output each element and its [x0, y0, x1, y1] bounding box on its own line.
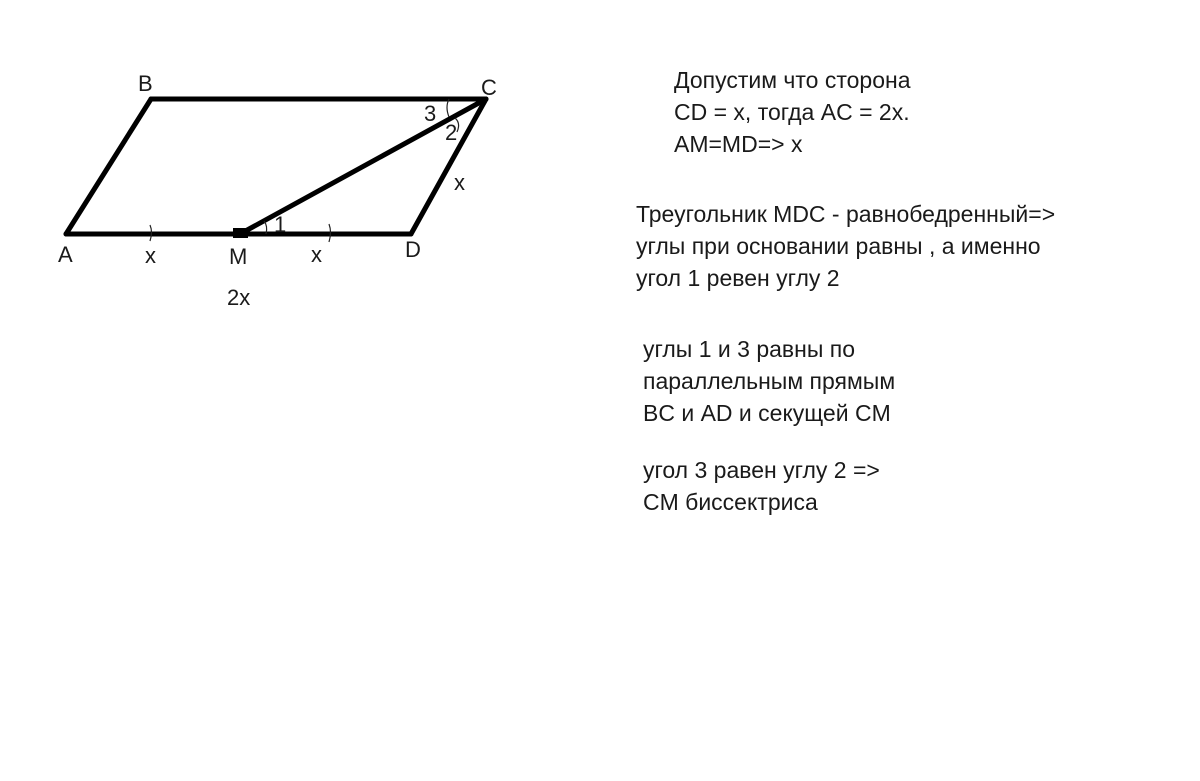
- point-m-marker: [233, 228, 248, 238]
- note-line: угол 3 равен углу 2 =>: [643, 457, 880, 483]
- note-line: BC и AD и секущей CM: [643, 400, 891, 426]
- note-line: углы 1 и 3 равны по: [643, 336, 855, 362]
- note-line: CD = x, тогда AC = 2x.: [674, 99, 910, 125]
- note-line: параллельным прямым: [643, 368, 896, 394]
- note-conclusion: [643, 454, 880, 518]
- note-line: угол 1 ревен углу 2: [636, 265, 840, 291]
- segment-label-cd: x: [454, 170, 465, 195]
- side-ab: [66, 99, 151, 234]
- note-line: CM биссектриса: [643, 489, 818, 515]
- note-line: Допустим что сторона: [674, 67, 911, 93]
- angle-label-1: 1: [274, 212, 287, 237]
- vertex-label-c: C: [481, 75, 497, 100]
- note-line: углы при основании равны , а именно: [636, 233, 1041, 259]
- vertex-label-a: A: [58, 242, 73, 267]
- segment-label-md: x: [311, 242, 322, 267]
- note-line: AM=MD=> x: [674, 131, 803, 157]
- angle-label-2: 2: [445, 120, 458, 145]
- note-given: [674, 64, 911, 160]
- note-isosceles-triangle: [636, 198, 1055, 294]
- vertex-label-b: B: [138, 71, 153, 96]
- vertex-label-m: M: [229, 244, 248, 269]
- angle-arc-3: [447, 99, 449, 117]
- note-parallel-lines: [643, 333, 895, 429]
- angle-label-3: 3: [424, 101, 437, 126]
- vertex-label-d: D: [405, 237, 421, 262]
- note-line: Треугольник MDC - равнобедренный=>: [636, 201, 1056, 227]
- segment-label-am: x: [145, 243, 156, 268]
- segment-label-ad: 2x: [227, 285, 251, 310]
